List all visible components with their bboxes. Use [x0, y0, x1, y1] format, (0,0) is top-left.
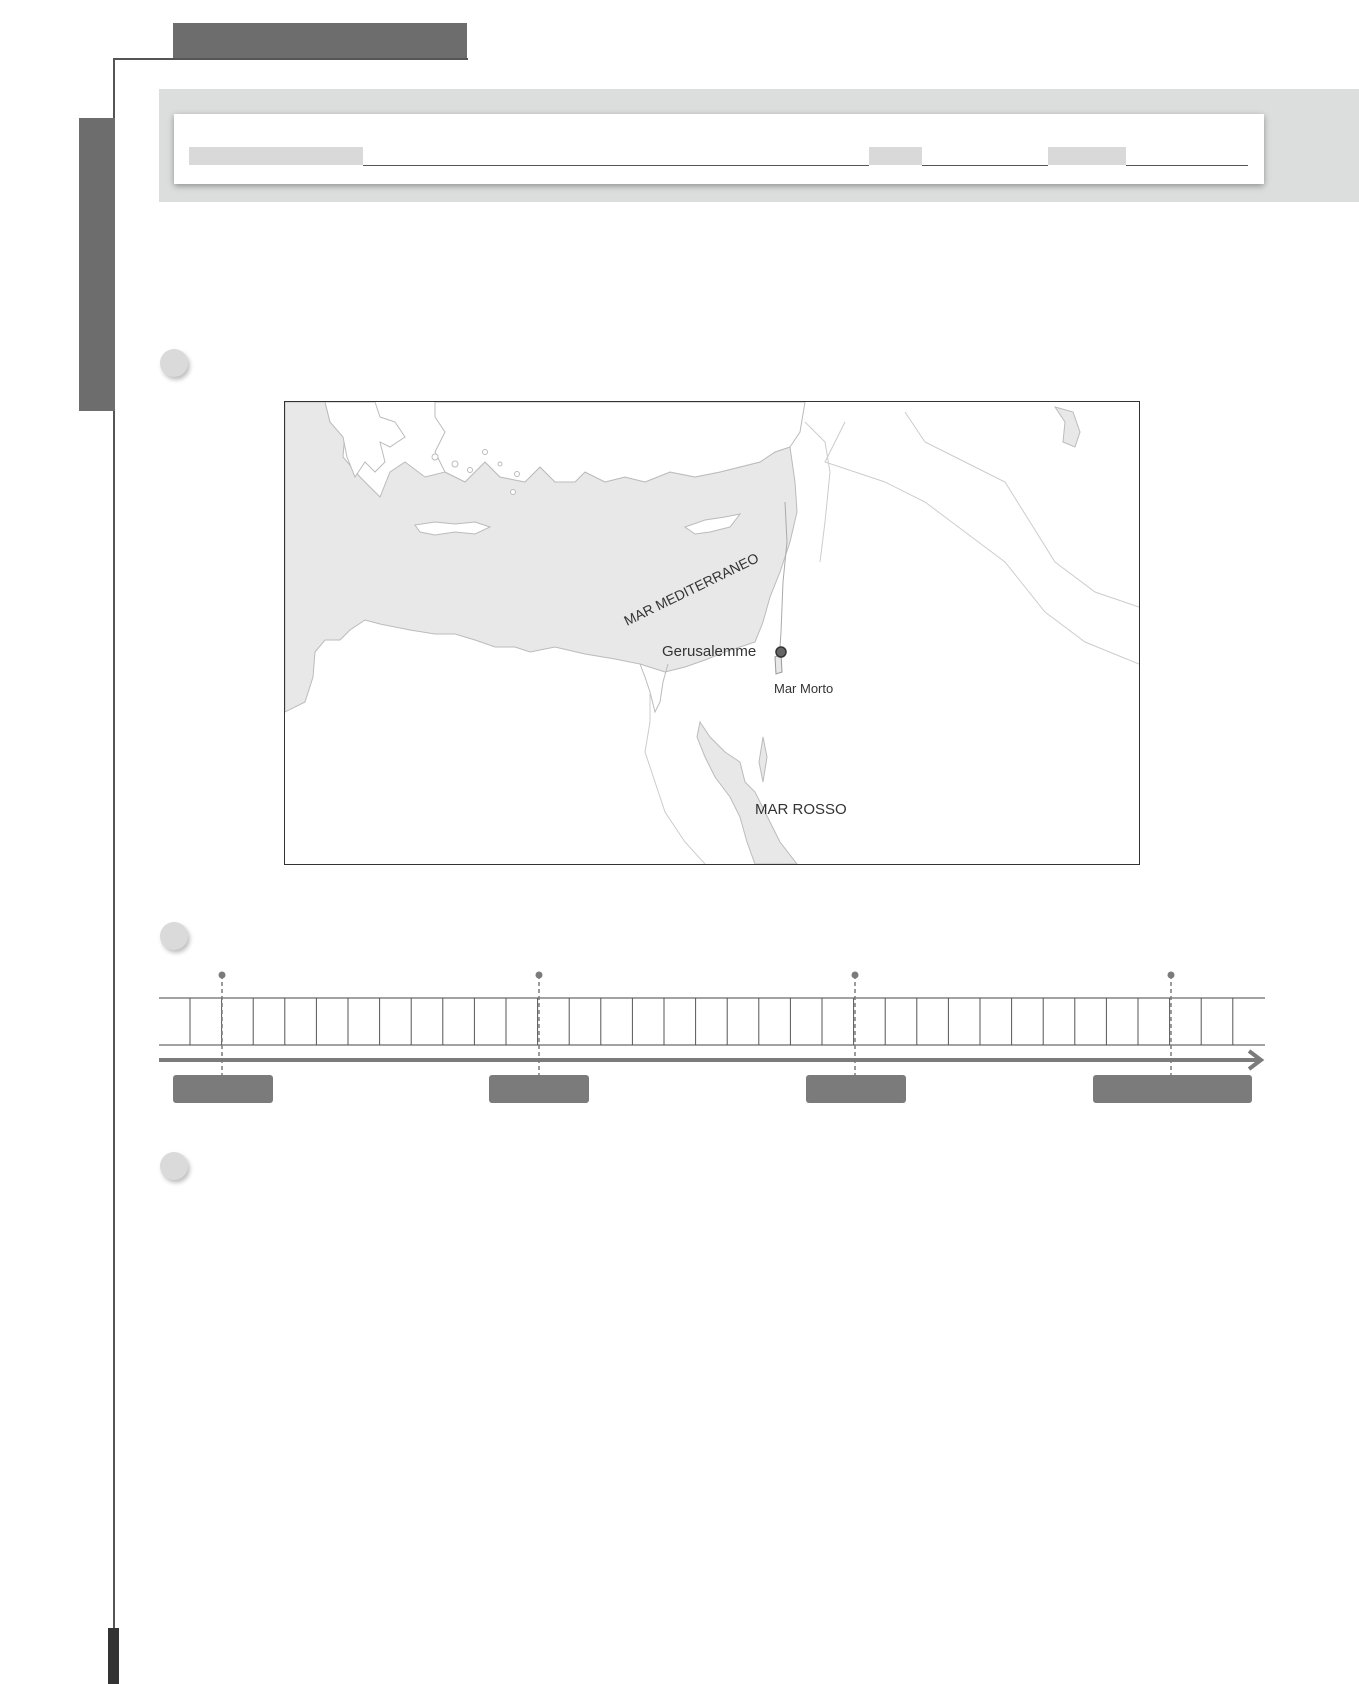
euphrates-river [825, 422, 1139, 664]
map-drawing [285, 402, 1139, 864]
red-sea [697, 722, 797, 864]
side-tab [79, 118, 115, 411]
label-red-sea: MAR ROSSO [755, 801, 847, 818]
tigris-river [905, 412, 1139, 607]
class-field[interactable] [922, 165, 1048, 166]
bottom-tab [108, 1628, 119, 1684]
top-tab [173, 23, 467, 59]
name-field[interactable] [363, 165, 869, 166]
name-label-placeholder [189, 147, 363, 165]
jerusalem-marker [776, 647, 786, 657]
date-box-4[interactable] [1093, 1075, 1252, 1103]
date-field[interactable] [1126, 165, 1248, 166]
timeline-drawing [159, 965, 1269, 1075]
exercise-bullet-2 [160, 922, 188, 950]
timeline-ticks [190, 998, 1233, 1045]
exercise-bullet-1 [160, 349, 188, 377]
date-box-3[interactable] [806, 1075, 906, 1103]
class-label-placeholder [869, 147, 922, 165]
exercise-bullet-3 [160, 1152, 188, 1180]
frame-line-horizontal [113, 58, 468, 60]
date-label-placeholder [1048, 147, 1126, 165]
label-dead-sea: Mar Morto [774, 681, 834, 696]
label-mediterranean: MAR MEDITERRANEO [621, 549, 762, 629]
map [284, 401, 1140, 865]
label-jerusalem: Gerusalemme [662, 643, 757, 660]
date-box-1[interactable] [173, 1075, 273, 1103]
date-box-2[interactable] [489, 1075, 589, 1103]
